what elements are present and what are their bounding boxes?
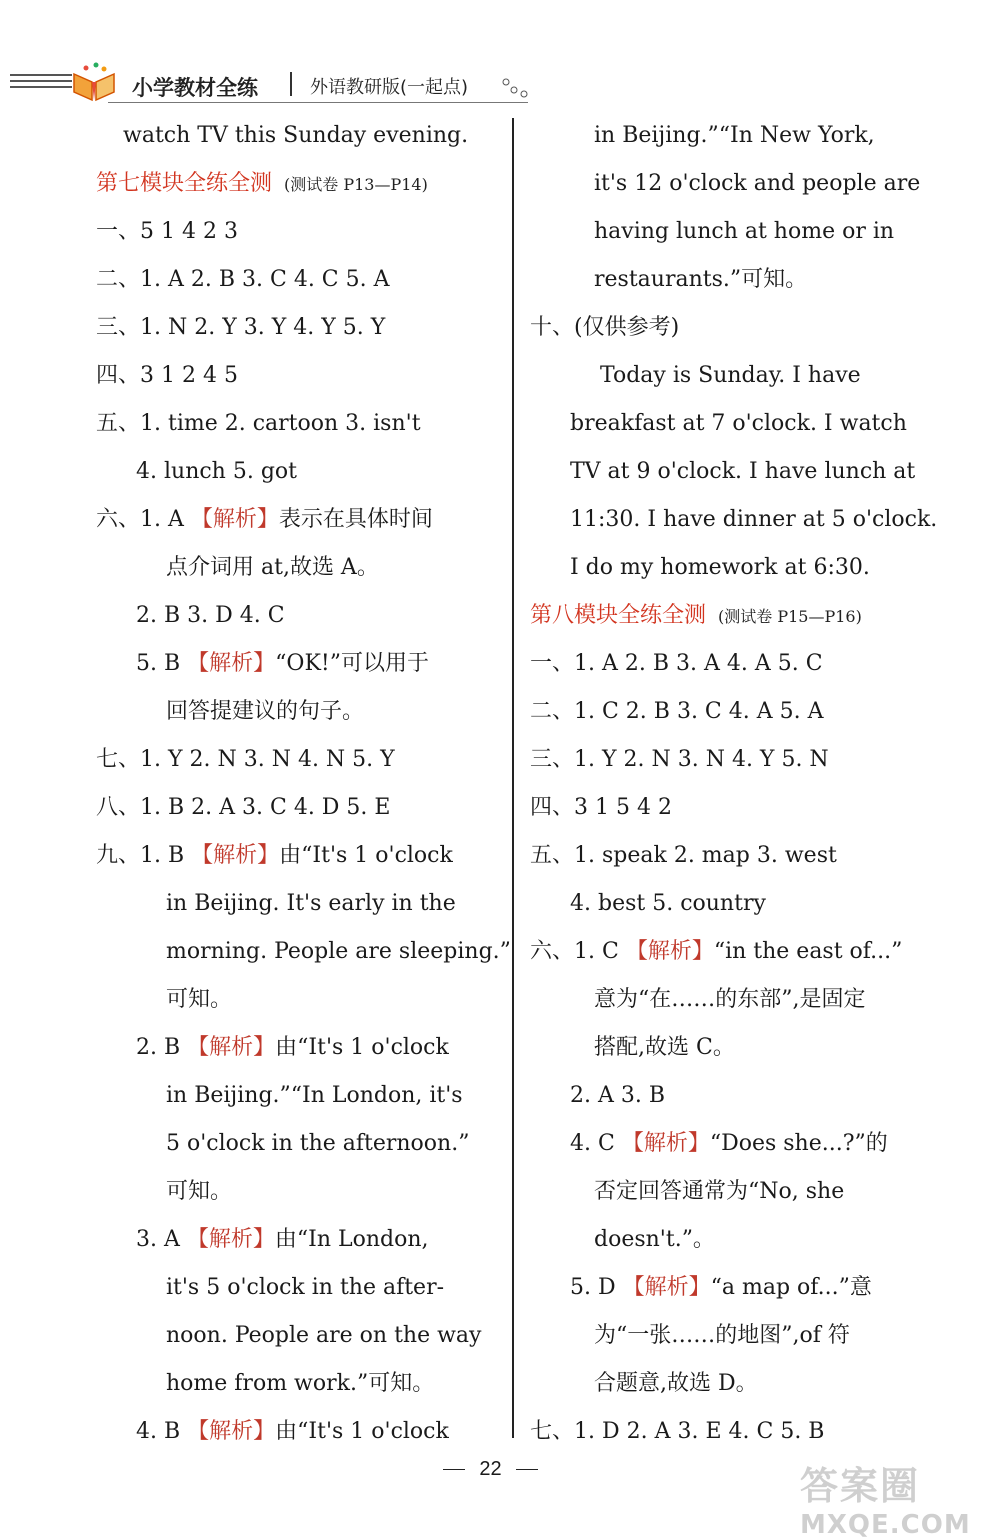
watermark-text-url: MXQE.COM [800, 1510, 971, 1540]
answer-line: TV at 9 o'clock. I have lunch at [570, 459, 916, 484]
answer-line: restaurants.”可知。 [594, 267, 808, 292]
answer-line: 四、3 1 2 4 5 [96, 363, 238, 388]
analysis-text: “a map of...”意 [710, 1275, 872, 1300]
analysis-text: 表示在具体时间 [278, 507, 433, 532]
answer-line [96, 640, 502, 688]
answer-line: morning. People are sleeping.” [166, 939, 511, 964]
answer-line: 点介词用 at,故选 A。 [166, 555, 379, 580]
answer-line: Today is Sunday. I have [600, 363, 861, 388]
answer-text: 六、1. A [96, 507, 191, 532]
answer-line [96, 1216, 502, 1264]
page-number: 22 [479, 1458, 502, 1480]
analysis-text: “OK!”可以用于 [275, 651, 429, 676]
answer-line: 四、3 1 5 4 2 [530, 795, 672, 820]
section-title: 第八模块全练全测 [530, 603, 707, 628]
answer-line: doesn't.”。 [594, 1227, 715, 1252]
page-header [0, 58, 981, 108]
answer-line: it's 12 o'clock and people are [594, 171, 921, 196]
analysis-text: “in the east of...” [713, 939, 903, 964]
header-rule [108, 102, 528, 103]
answer-line: I do my homework at 6:30. [570, 555, 870, 580]
answer-text: 5. D [570, 1275, 623, 1300]
answer-line [530, 928, 930, 976]
header-title: 小学教材全练 [132, 76, 258, 100]
analysis-tag: 【解析】 [625, 939, 714, 964]
right-column [530, 112, 938, 1456]
answer-text: 4. B [136, 1419, 188, 1444]
answer-line: 一、5 1 4 2 3 [96, 219, 238, 244]
answer-line: 否定回答通常为“No, she [594, 1179, 845, 1204]
section-note: (测试卷 P15—P16) [718, 607, 862, 626]
answer-line [530, 1120, 930, 1168]
answer-line: 4. best 5. country [570, 891, 766, 916]
section-heading [530, 592, 930, 640]
answer-line: in Beijing. It's early in the [166, 891, 456, 916]
book-logo-icon [70, 60, 118, 102]
answer-text: 六、1. C [530, 939, 626, 964]
answer-line: 回答提建议的句子。 [166, 699, 365, 724]
answer-line: 合题意,故选 D。 [594, 1371, 758, 1396]
answer-line: breakfast at 7 o'clock. I watch [570, 411, 907, 436]
answer-line: 2. B 3. D 4. C [136, 603, 285, 628]
answer-line: 五、1. time 2. cartoon 3. isn't [96, 411, 421, 436]
answer-line [96, 1408, 502, 1456]
answer-line: 三、1. N 2. Y 3. Y 4. Y 5. Y [96, 315, 386, 340]
analysis-tag: 【解析】 [186, 1227, 275, 1252]
analysis-tag: 【解析】 [187, 1035, 276, 1060]
analysis-tag: 【解析】 [621, 1131, 710, 1156]
left-column [96, 112, 511, 1456]
answer-line: 为“一张……的地图”,of 符 [594, 1323, 850, 1348]
section-note: (测试卷 P13—P14) [284, 175, 428, 194]
analysis-tag: 【解析】 [622, 1275, 711, 1300]
answer-line: 意为“在……的东部”,是固定 [594, 987, 866, 1012]
answer-text: 3. A [136, 1227, 187, 1252]
answer-line: home from work.”可知。 [166, 1371, 435, 1396]
answer-line: in Beijing.”“In New York, [594, 123, 875, 148]
section-heading [96, 160, 502, 208]
answer-text: 九、1. B [96, 843, 192, 868]
column-divider [512, 118, 514, 1438]
answer-line [530, 1264, 930, 1312]
answer-line: 五、1. speak 2. map 3. west [530, 843, 837, 868]
answer-line: 可知。 [166, 1179, 233, 1204]
analysis-tag: 【解析】 [187, 1419, 276, 1444]
answer-line: 十、(仅供参考) [530, 315, 680, 340]
analysis-tag: 【解析】 [191, 843, 280, 868]
dots-decoration-icon [500, 76, 530, 100]
answer-line: 2. A 3. B [570, 1083, 666, 1108]
answer-line: 11:30. I have dinner at 5 o'clock. [570, 507, 938, 532]
analysis-text: 由“It's 1 o'clock [279, 843, 453, 868]
section-title: 第七模块全练全测 [96, 171, 273, 196]
analysis-text: 由“It's 1 o'clock [275, 1035, 449, 1060]
answer-line: 二、1. A 2. B 3. C 4. C 5. A [96, 267, 390, 292]
answer-text: 2. B [136, 1035, 188, 1060]
header-lines-decoration [10, 74, 72, 94]
analysis-text: 由“In London, [274, 1227, 429, 1252]
watermark-logo [800, 1455, 971, 1540]
answer-line: 三、1. Y 2. N 3. N 4. Y 5. N [530, 747, 829, 772]
answer-line: having lunch at home or in [594, 219, 895, 244]
answer-line [96, 496, 502, 544]
answer-line: 二、1. C 2. B 3. C 4. A 5. A [530, 699, 824, 724]
analysis-tag: 【解析】 [187, 651, 276, 676]
answer-line: 5 o'clock in the afternoon.” [166, 1131, 470, 1156]
answer-text: 4. C [570, 1131, 622, 1156]
answer-line [96, 832, 502, 880]
answer-line: 可知。 [166, 987, 233, 1012]
answer-line: noon. People are on the way [166, 1323, 482, 1348]
analysis-text: “Does she...?”的 [709, 1131, 888, 1156]
watermark-text-cn: 答案圈 [800, 1464, 921, 1508]
answer-line: in Beijing.”“In London, it's [166, 1083, 463, 1108]
answer-line: 八、1. B 2. A 3. C 4. D 5. E [96, 795, 391, 820]
answer-line: 一、1. A 2. B 3. A 4. A 5. C [530, 651, 823, 676]
answer-line: it's 5 o'clock in the after- [166, 1275, 445, 1300]
header-separator [290, 72, 292, 96]
answer-line: watch TV this Sunday evening. [123, 123, 469, 148]
answer-text: 5. B [136, 651, 188, 676]
answer-line: 七、1. Y 2. N 3. N 4. N 5. Y [96, 747, 395, 772]
answer-line [96, 1024, 502, 1072]
answer-line: 七、1. D 2. A 3. E 4. C 5. B [530, 1419, 825, 1444]
analysis-tag: 【解析】 [190, 507, 279, 532]
answer-line: 4. lunch 5. got [136, 459, 297, 484]
analysis-text: 由“It's 1 o'clock [275, 1419, 449, 1444]
answer-line: 搭配,故选 C。 [594, 1035, 735, 1060]
header-subtitle: 外语教研版(一起点) [310, 77, 469, 98]
